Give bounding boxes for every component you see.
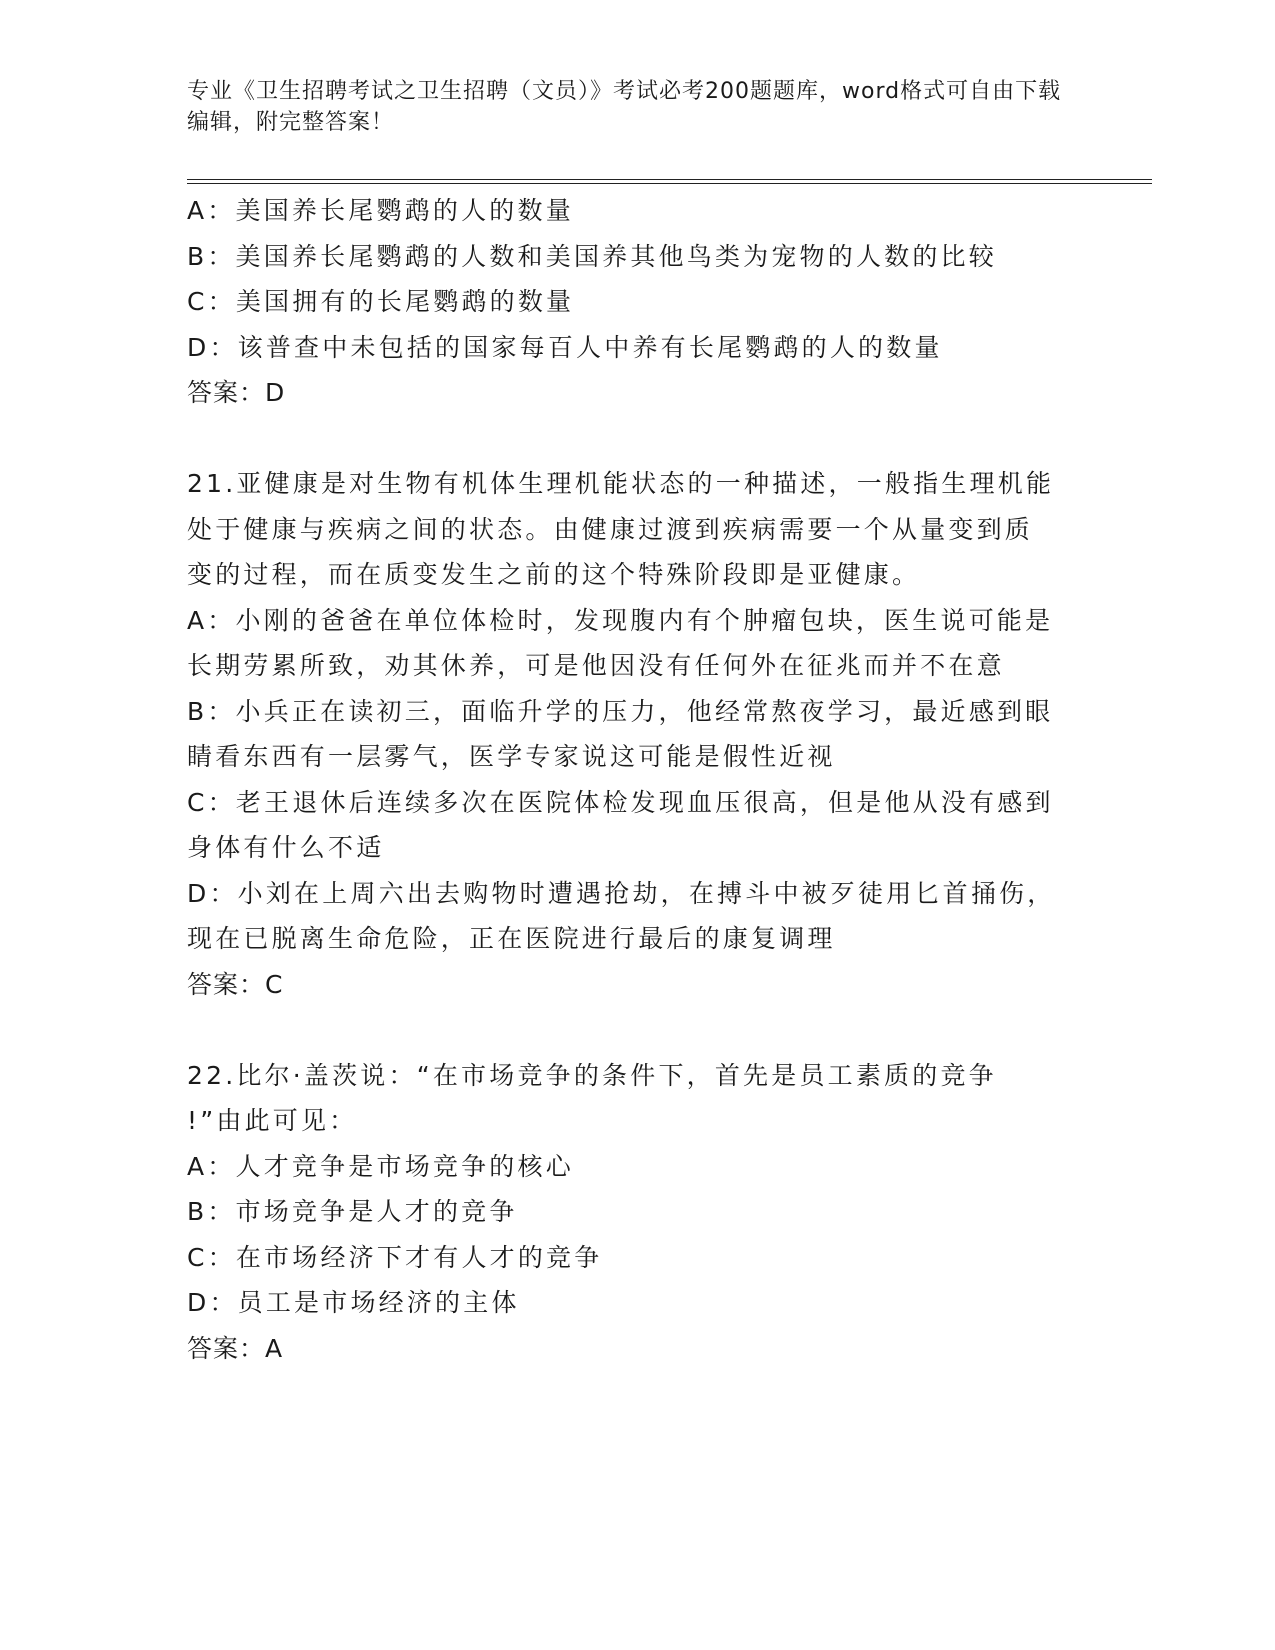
- question-21-option-a-line-2: 长期劳累所致，劝其休养，可是他因没有任何外在征兆而并不在意: [187, 651, 1005, 680]
- question-22-option-b: B：市场竞争是人才的竞争: [187, 1197, 518, 1226]
- question-22-answer: 答案：A: [187, 1333, 284, 1363]
- question-21-option-a-line-1: A：小刚的爸爸在单位体检时，发现腹内有个肿瘤包块，医生说可能是: [187, 605, 1054, 635]
- question-22-option-c: C：在市场经济下才有人才的竞争: [187, 1242, 603, 1272]
- question-21-option-d-line-1: D：小刘在上周六出去购物时遭遇抢劫，在搏斗中被歹徒用匕首捅伤，: [187, 878, 1056, 908]
- question-21-stem-line-3: 变的过程，而在质变发生之前的这个特殊阶段即是亚健康。: [187, 560, 921, 589]
- question-20-option-d: D：该普查中未包括的国家每百人中养有长尾鹦鹉的人的数量: [187, 332, 943, 362]
- question-21-option-b-line-2: 睛看东西有一层雾气，医学专家说这可能是假性近视: [187, 742, 836, 771]
- question-21-option-c-line-1: C：老王退休后连续多次在医院体检发现血压很高，但是他从没有感到: [187, 787, 1054, 817]
- question-21-block: [187, 461, 1077, 1007]
- document-header: [187, 76, 1067, 138]
- header-rule-bottom: [187, 183, 1152, 184]
- header-title: 专业《卫生招聘考试之卫生招聘（文员）》考试必考200题题库，word格式可自由下载编辑，附完整答案！: [187, 79, 1062, 135]
- question-22-block: [187, 1053, 1077, 1372]
- question-21-stem-line-2: 处于健康与疾病之间的状态。由健康过渡到疾病需要一个从量变到质: [187, 514, 1034, 544]
- spacer: [187, 416, 1077, 462]
- spacer: [187, 1007, 1077, 1053]
- question-22-option-a: A：人才竞争是市场竞争的核心: [187, 1151, 574, 1181]
- question-20-option-b: B：美国养长尾鹦鹉的人数和美国养其他鸟类为宠物的人数的比较: [187, 241, 997, 271]
- question-21-option-d-line-2: 现在已脱离生命危险，正在医院进行最后的康复调理: [187, 924, 836, 953]
- question-22-option-d: D：员工是市场经济的主体: [187, 1288, 520, 1317]
- question-20-option-a: A：美国养长尾鹦鹉的人的数量: [187, 196, 574, 225]
- question-21-stem-line-1: 21.亚健康是对生物有机体生理机能状态的一种描述，一般指生理机能: [187, 469, 1055, 498]
- question-21-answer: 答案：C: [187, 969, 284, 999]
- question-22-stem-line-2: !”由此可见：: [187, 1106, 358, 1135]
- question-22-stem-line-1: 22.比尔·盖茨说：“在市场竞争的条件下，首先是员工素质的竞争: [187, 1060, 997, 1090]
- header-rule-top: [187, 179, 1152, 180]
- question-20-answer: 答案：D: [187, 378, 286, 407]
- question-21-option-c-line-2: 身体有什么不适: [187, 833, 385, 862]
- question-20-option-c: C：美国拥有的长尾鹦鹉的数量: [187, 287, 575, 316]
- question-21-option-b-line-1: B：小兵正在读初三，面临升学的压力，他经常熬夜学习，最近感到眼: [187, 696, 1054, 726]
- question-20-block: [187, 188, 1077, 416]
- question-content: [187, 188, 1077, 1371]
